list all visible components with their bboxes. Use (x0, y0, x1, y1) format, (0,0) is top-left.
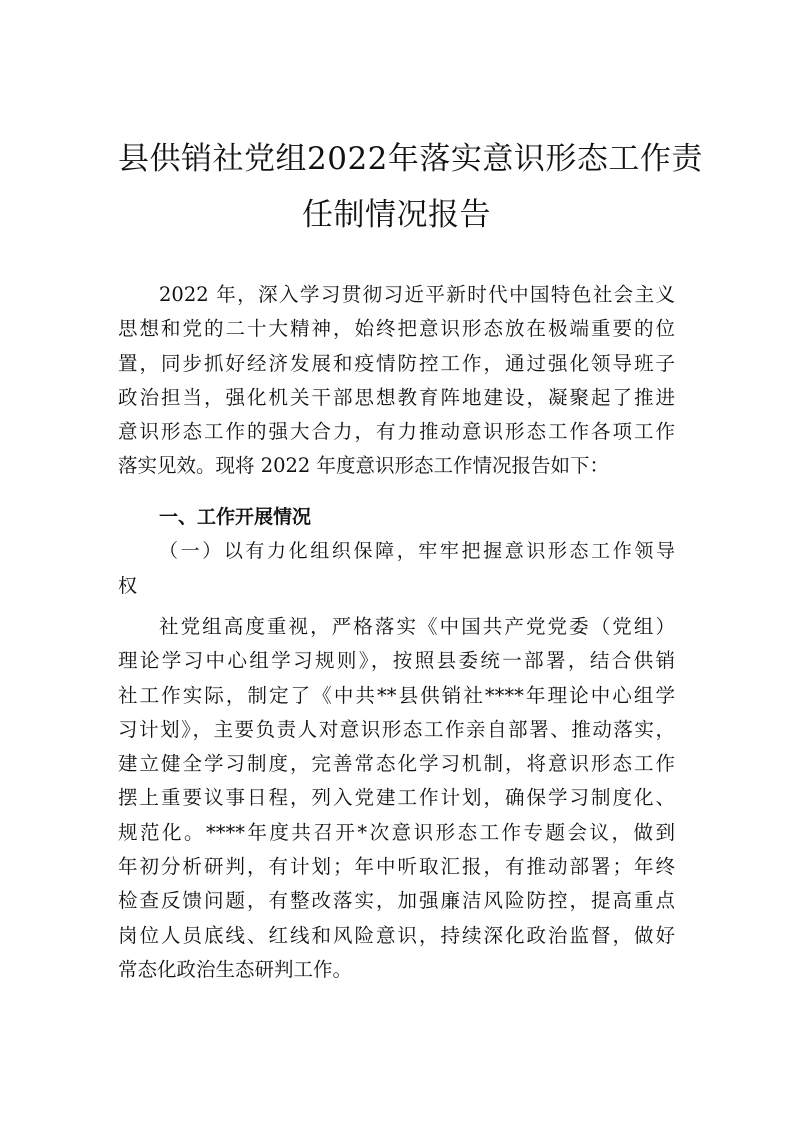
paragraph-line: 规范化。****年度共召开*次意识形态工作专题会议，做到 (118, 820, 675, 844)
report-title-line-1: 县供销社党组2022年落实意识形态工作责 (118, 141, 703, 177)
intro-line: 思想和党的二十大精神，始终把意识形态放在极端重要的位 (118, 317, 675, 341)
intro-paragraph (118, 278, 675, 484)
intro-line: 政治担当，强化机关干部思想教育阵地建设，凝聚起了推进 (118, 385, 675, 409)
section-heading: 一、工作开展情况 (159, 506, 312, 528)
section-1 (118, 500, 675, 603)
subsection-heading-line-2: 权 (118, 574, 138, 597)
paragraph-1 (118, 610, 675, 987)
paragraph-line: 岗位人员底线、红线和风险意识，持续深化政治监督，做好 (118, 923, 675, 947)
paragraph-line: 社工作实际，制定了《中共**县供销社****年理论中心组学 (118, 683, 675, 707)
subsection-heading-line-1: （一）以有力化组织保障，牢牢把握意识形态工作领导 (159, 540, 675, 563)
paragraph-line: 检查反馈问题，有整改落实，加强廉洁风险防控，提高重点 (118, 889, 675, 913)
intro-line: 置，同步抓好经济发展和疫情防控工作，通过强化领导班子 (118, 351, 675, 375)
paragraph-line: 习计划》，主要负责人对意识形态工作亲自部署、推动落实， (118, 717, 675, 741)
paragraph-line: 理论学习中心组学习规则》，按照县委统一部署，结合供销 (118, 649, 675, 673)
paragraph-line: 常态化政治生态研判工作。 (118, 957, 353, 981)
intro-line: 落实见效。现将 2022 年度意识形态工作情况报告如下： (118, 454, 610, 478)
paragraph-line: 建立健全学习制度，完善常态化学习机制，将意识形态工作 (118, 752, 675, 776)
report-title-line-2: 任制情况报告 (302, 197, 491, 233)
intro-line: 意识形态工作的强大合力，有力推动意识形态工作各项工作 (118, 420, 675, 444)
paragraph-line: 年初分析研判，有计划；年中听取汇报，有推动部署；年终 (118, 855, 675, 879)
intro-line: 2022 年，深入学习贯彻习近平新时代中国特色社会主义 (159, 283, 675, 306)
paragraph-line: 摆上重要议事日程，列入党建工作计划，确保学习制度化、 (118, 786, 675, 810)
paragraph-line: 社党组高度重视，严格落实《中国共产党党委（党组） (159, 615, 675, 638)
